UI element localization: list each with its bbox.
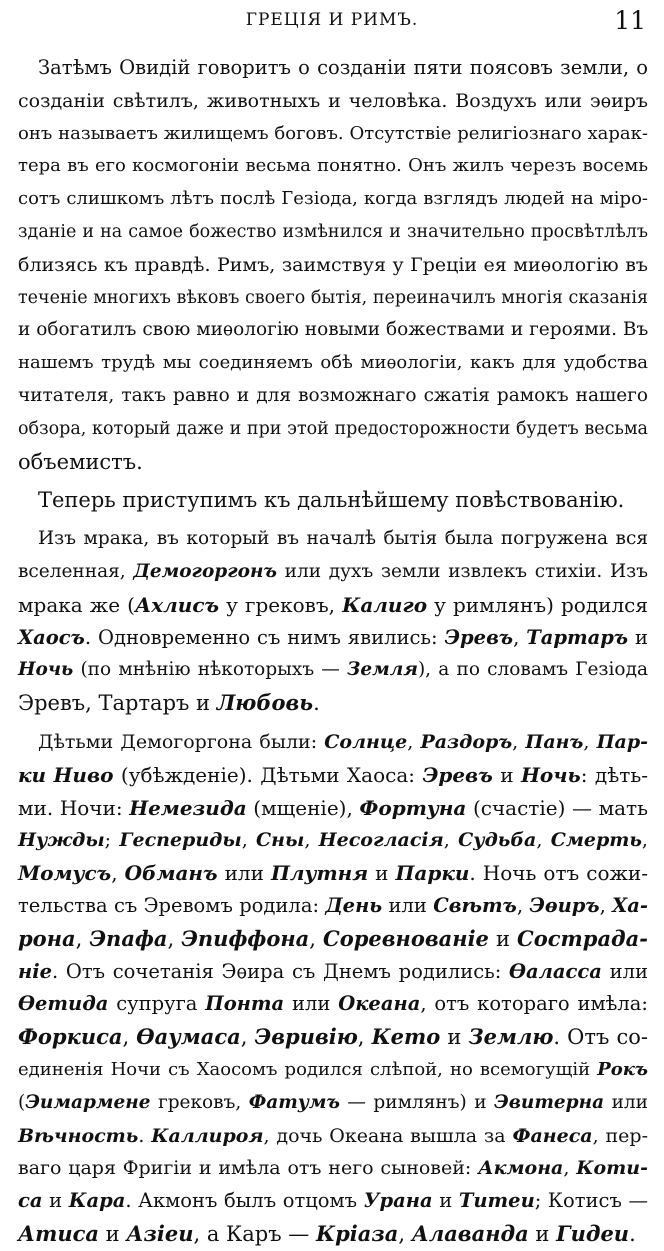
emphasized-text: Ниво: [53, 762, 114, 787]
text-segment: ,: [398, 1221, 412, 1246]
text-segment: ,: [241, 829, 257, 852]
emphasized-text: Коти-: [576, 1157, 648, 1180]
text-segment: или духъ земли извлекъ стихіи. Изъ: [276, 560, 648, 582]
text-segment: ,: [75, 926, 90, 951]
emphasized-text: Ѳаласса: [509, 959, 602, 983]
text-segment: и: [99, 1221, 127, 1246]
emphasized-text: рона: [18, 925, 76, 951]
text-line: [18, 446, 648, 479]
text-segment: сотъ слишкомъ лѣтъ послѣ Гезіода, когда взглядъ людей на міро-: [18, 188, 648, 210]
text-line: [18, 1218, 648, 1251]
text-line: [18, 118, 648, 151]
emphasized-text: Алаванда: [411, 1220, 529, 1246]
text-segment: ми. Ночи:: [18, 795, 130, 820]
emphasized-text: Эревъ: [444, 625, 514, 649]
emphasized-text: Эѳиръ: [529, 893, 600, 917]
text-line: [18, 347, 648, 380]
text-segment: ,: [641, 829, 648, 852]
text-segment: ,: [516, 893, 530, 917]
emphasized-text: Эвривію: [254, 1024, 358, 1050]
text-segment: , отъ котораго имѣла:: [420, 992, 648, 1016]
page-number: 11: [614, 6, 646, 35]
text-segment: или: [284, 992, 339, 1016]
emphasized-text: ніе: [18, 959, 53, 983]
text-line: [18, 150, 648, 183]
emphasized-text: День: [325, 893, 383, 917]
emphasized-text: са: [18, 1189, 43, 1213]
text-segment: и: [628, 625, 649, 649]
text-line: [18, 249, 648, 282]
text-segment: ,: [536, 829, 551, 852]
text-segment: у римлянъ) родился: [427, 592, 648, 617]
text-segment: ,: [309, 926, 323, 951]
text-segment: Теперь приступимъ къ дальнѣйшему повѣствованію.: [38, 488, 625, 513]
text-segment: (убѣжденіе). Дѣтьми Хаоса:: [113, 762, 423, 787]
text-line: [18, 1054, 648, 1087]
emphasized-text: Вѣчность: [18, 1124, 139, 1147]
text-segment: теченіе многихъ вѣковъ своего бытія, переиначилъ многія сказанія: [18, 287, 648, 308]
paragraph: [18, 52, 648, 478]
text-segment: , пер-: [592, 1124, 648, 1147]
text-line: [18, 556, 648, 589]
text-segment: созданіи свѣтилъ, животныхъ и человѣка. Воздухъ или эѳиръ: [18, 89, 648, 112]
text-line: [18, 923, 648, 956]
running-title: ГРЕЦІЯ И РИМЪ.: [245, 10, 419, 30]
text-segment: нашемъ трудѣ мы соединяемъ обѣ миѳологіи, какъ для удобства: [18, 352, 648, 374]
paragraph: [18, 484, 648, 517]
text-segment: . Отъ сочетанія Эѳира съ Днемъ родились:: [52, 959, 509, 983]
text-line: [18, 956, 648, 989]
text-line: [18, 890, 648, 923]
text-segment: (по мнѣнію нѣкоторыхъ —: [73, 659, 347, 681]
text-line: [18, 282, 648, 315]
text-segment: ,: [599, 893, 613, 917]
text-segment: ,: [167, 926, 182, 951]
text-segment: . Ночь отъ сожи-: [469, 861, 648, 886]
text-segment: единенія Ночи съ Хаосомъ родился слѣпой, но всемогущій: [18, 1058, 598, 1080]
text-segment: . Одновременно съ нимъ явились:: [84, 625, 445, 649]
text-line: [18, 1185, 648, 1218]
text-segment: ,: [304, 829, 319, 852]
emphasized-text: Океана: [338, 992, 421, 1016]
emphasized-text: Эревъ: [422, 762, 493, 787]
text-line: [18, 314, 648, 347]
emphasized-text: Хаосъ: [18, 625, 85, 649]
text-segment: или: [604, 1091, 648, 1113]
text-segment: ,: [407, 730, 421, 753]
emphasized-text: Фатумъ: [248, 1091, 340, 1113]
text-segment: и обогатилъ свою миѳологію новыми божествами и героями. Въ: [18, 319, 649, 341]
text-segment: .: [629, 1221, 636, 1246]
text-line: [18, 1087, 648, 1120]
emphasized-text: Фортуна: [359, 795, 467, 820]
body-text: [18, 52, 648, 1251]
text-segment: обзора, который даже и при этой предосторожности будетъ весьма: [18, 418, 648, 439]
emphasized-text: Демогоргонъ: [133, 560, 277, 582]
emphasized-text: Тартаръ: [526, 625, 629, 649]
text-line: [18, 85, 648, 118]
text-line: [18, 216, 648, 249]
text-segment: ,: [563, 1157, 577, 1180]
text-line: [18, 824, 648, 857]
text-segment: грековъ,: [150, 1091, 249, 1113]
text-line: [18, 988, 648, 1021]
text-segment: супруга: [108, 992, 206, 1016]
text-line: [18, 380, 648, 413]
text-segment: Изъ мрака, въ который въ началѣ бытія была погружена вся: [38, 528, 648, 550]
emphasized-text: Момусъ: [18, 861, 112, 886]
text-line: [18, 183, 648, 216]
emphasized-text: Соревнованіе: [322, 925, 489, 951]
emphasized-text: Обманъ: [124, 861, 218, 886]
emphasized-text: Урана: [363, 1189, 433, 1213]
text-line: [18, 792, 648, 825]
emphasized-text: Несогласія: [318, 829, 444, 852]
emphasized-text: Раздоръ: [420, 730, 513, 753]
emphasized-text: Солнце: [324, 730, 408, 753]
emphasized-text: Плутня: [270, 861, 369, 886]
text-segment: . Отъ со-: [553, 1025, 648, 1050]
emphasized-text: Ночь: [18, 659, 74, 681]
emphasized-text: ки: [18, 762, 47, 787]
emphasized-text: Понта: [205, 992, 285, 1016]
emphasized-text: Любовь: [216, 690, 314, 716]
emphasized-text: Ночь: [520, 762, 581, 787]
text-segment: мрака же (: [18, 592, 135, 617]
emphasized-text: Сострада-: [517, 925, 648, 951]
text-line: [18, 589, 648, 622]
text-segment: , дочь Океана вышла за: [263, 1124, 513, 1147]
text-segment: или: [217, 861, 271, 886]
text-segment: , а Каръ —: [193, 1221, 316, 1246]
text-segment: и: [368, 861, 396, 886]
emphasized-text: Ха-: [612, 893, 648, 917]
emphasized-text: Кріаза: [315, 1220, 399, 1246]
text-line: [18, 687, 648, 720]
emphasized-text: Ѳаумаса: [136, 1024, 241, 1050]
text-line: [18, 654, 648, 687]
text-segment: Затѣмъ Овидій говоритъ о созданіи пяти поясовъ земли, о: [38, 56, 648, 79]
emphasized-text: Пар-: [596, 730, 648, 753]
emphasized-text: Калиго: [342, 592, 428, 617]
text-segment: читателя, такъ равно и для возможнаго сжатія рамокъ нашего: [18, 384, 648, 406]
text-line: [18, 484, 648, 517]
emphasized-text: Гидеи: [556, 1220, 630, 1246]
text-segment: и: [440, 1025, 469, 1050]
text-segment: тера въ его космогоніи весьма понятно. Онъ жилъ черезъ восемь: [18, 155, 648, 177]
text-segment: ,: [512, 730, 526, 753]
text-segment: ,: [122, 1025, 137, 1050]
emphasized-text: Эпафа: [89, 925, 168, 951]
text-segment: близясь къ правдѣ. Римъ, заимствуя у Греціи ея миѳологію въ: [18, 253, 648, 276]
emphasized-text: Титеи: [458, 1189, 535, 1213]
emphasized-text: Ѳетида: [18, 992, 109, 1016]
text-line: [18, 622, 648, 655]
text-segment: и: [432, 1189, 459, 1213]
emphasized-text: Эпиффона: [181, 925, 310, 951]
text-line: [18, 52, 648, 85]
emphasized-text: Эвитерна: [494, 1091, 605, 1113]
text-line: [18, 413, 648, 446]
text-segment: ,: [443, 829, 459, 852]
text-segment: .: [138, 1124, 152, 1147]
text-segment: ,: [240, 1025, 255, 1050]
text-segment: ,: [357, 1025, 372, 1050]
emphasized-text: Сны: [256, 829, 305, 852]
text-segment: и: [42, 1189, 69, 1213]
emphasized-text: Кето: [371, 1024, 441, 1050]
text-segment: и: [528, 1221, 557, 1246]
emphasized-text: Землю: [468, 1024, 554, 1050]
text-segment: ;: [104, 829, 120, 852]
emphasized-text: Рокъ: [597, 1058, 648, 1080]
text-line: [18, 726, 648, 759]
text-segment: (счастіе) — мать: [466, 795, 649, 820]
text-segment: ,: [583, 730, 597, 753]
text-segment: (: [18, 1091, 26, 1113]
emphasized-text: Каллироя: [151, 1124, 264, 1147]
text-line: [18, 1021, 648, 1054]
text-segment: и: [492, 762, 521, 787]
paragraph: [18, 523, 648, 720]
text-segment: объемистъ.: [18, 449, 143, 474]
emphasized-text: Акмона: [478, 1157, 564, 1180]
emphasized-text: Судьба: [458, 829, 537, 852]
text-segment: онъ называетъ жилищемъ боговъ. Отсутствіе религіознаго харак-: [18, 122, 648, 144]
text-segment: .: [313, 691, 320, 716]
text-segment: ,: [111, 861, 125, 886]
text-segment: ,: [513, 625, 527, 649]
text-segment: — римлянъ) и: [339, 1091, 495, 1113]
emphasized-text: Земля: [347, 659, 418, 681]
text-segment: вселенная,: [18, 560, 134, 582]
text-line: [18, 857, 648, 890]
text-segment: и: [488, 926, 518, 951]
emphasized-text: Смерть: [550, 829, 642, 852]
text-segment: Дѣтьми Демогоргона были:: [38, 730, 325, 753]
emphasized-text: Азіеи: [126, 1220, 194, 1246]
text-segment: тельства съ Эревомъ родила:: [18, 893, 326, 917]
paragraph: [18, 726, 648, 1251]
emphasized-text: Эимармене: [25, 1091, 151, 1113]
text-segment: [46, 763, 53, 787]
text-segment: (мщеніе),: [246, 795, 360, 820]
text-segment: ), а по словамъ Гезіода: [417, 659, 648, 681]
text-segment: Эревъ, Тартаръ и: [18, 691, 217, 716]
emphasized-text: Свѣтъ: [433, 893, 517, 917]
text-segment: ; Котисъ —: [534, 1189, 648, 1213]
text-line: [18, 523, 648, 556]
text-segment: : дѣть-: [580, 762, 648, 787]
emphasized-text: Форкиса: [18, 1024, 123, 1050]
text-segment: . Акмонъ былъ отцомъ: [125, 1189, 364, 1213]
emphasized-text: Немезида: [129, 795, 247, 820]
emphasized-text: Атиса: [18, 1220, 99, 1246]
text-segment: у грековъ,: [219, 592, 343, 617]
emphasized-text: Парки: [395, 861, 470, 886]
emphasized-text: Геспериды: [119, 829, 242, 852]
page-header: [0, 6, 664, 34]
text-segment: ваго царя Фригіи и имѣла отъ него сыновей:: [18, 1157, 479, 1180]
emphasized-text: Панъ: [525, 730, 584, 753]
emphasized-text: Ахлисъ: [134, 592, 220, 617]
text-line: [18, 1152, 648, 1185]
text-line: [18, 1120, 648, 1153]
text-segment: или: [382, 893, 434, 917]
text-line: [18, 759, 648, 792]
text-segment: зданіе и на самое божество измѣнился и значительно просвѣтлѣлъ: [18, 221, 648, 242]
emphasized-text: Фанеса: [512, 1124, 593, 1147]
text-segment: или: [601, 959, 648, 983]
emphasized-text: Кара: [68, 1189, 126, 1213]
emphasized-text: Нужды: [18, 829, 105, 852]
